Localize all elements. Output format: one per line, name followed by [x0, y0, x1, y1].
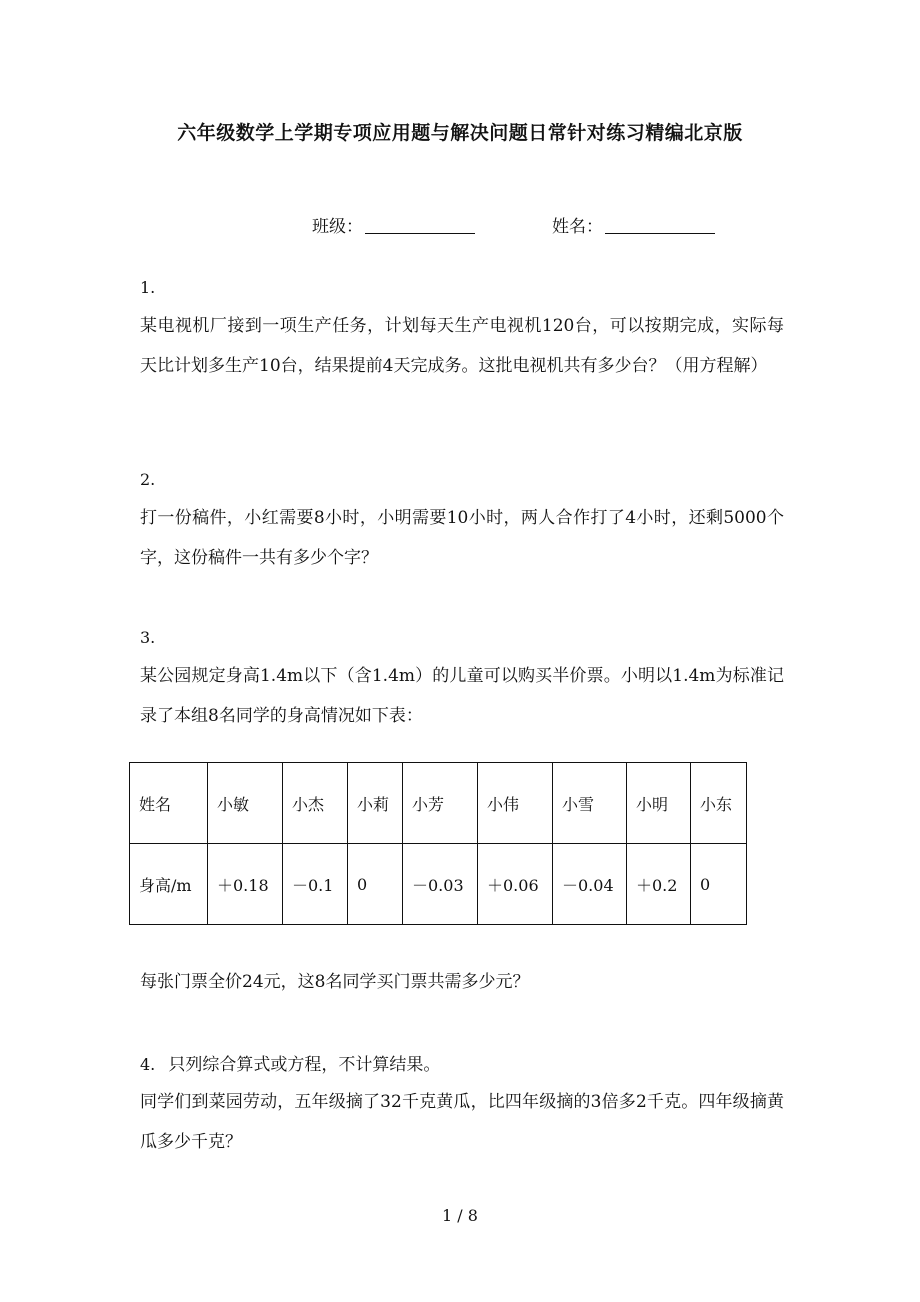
name-field [552, 212, 715, 237]
table-cell: －0.03 [403, 844, 478, 925]
table-cell: 小明 [627, 763, 691, 844]
name-blank[interactable] [605, 215, 715, 234]
class-label: 班级： [312, 217, 363, 237]
table-cell: 0 [348, 844, 403, 925]
q4-header [140, 1050, 440, 1075]
table-cell: 小伟 [478, 763, 553, 844]
table-cell: －0.04 [553, 844, 627, 925]
table-cell: ＋0.18 [208, 844, 283, 925]
q1-text: 某电视机厂接到一项生产任务，计划每天生产电视机120台，可以按期完成，实际每天比计划多生产10台，结果提前4天完成务。这批电视机共有多少台？（用方程解） [140, 316, 784, 376]
table-cell: 小莉 [348, 763, 403, 844]
table-cell: 0 [691, 844, 747, 925]
table-cell: －0.1 [283, 844, 348, 925]
q2-text: 打一份稿件，小红需要8小时，小明需要10小时，两人合作打了4小时，还剩5000个字，这份稿件一共有多少个字？ [140, 508, 784, 568]
table-cell: 小敏 [208, 763, 283, 844]
table-cell: 小雪 [553, 763, 627, 844]
q4-text: 同学们到菜园劳动，五年级摘了32千克黄瓜，比四年级摘的3倍多2千克。四年级摘黄瓜多少千克？ [140, 1092, 784, 1152]
height-table [129, 762, 747, 925]
table-cell: 小东 [691, 763, 747, 844]
page-number: 1 / 8 [442, 1206, 478, 1225]
q2-number: 2. [140, 470, 156, 489]
q3-question: 每张门票全价24元，这8名同学买门票共需多少元？ [140, 972, 530, 992]
name-label: 姓名： [552, 217, 603, 237]
q3-number: 3. [140, 628, 156, 647]
table-cell: ＋0.06 [478, 844, 553, 925]
q3-text: 某公园规定身高1.4m以下（含1.4m）的儿童可以购买半价票。小明以1.4m为标准记录了本组8名同学的身高情况如下表： [140, 666, 784, 726]
class-blank[interactable] [365, 215, 475, 234]
table-row [130, 844, 747, 925]
q1-number: 1. [140, 278, 156, 297]
table-cell: 小杰 [283, 763, 348, 844]
q4-instruction: 只列综合算式或方程，不计算结果。 [168, 1055, 441, 1075]
table-cell: 身高/m [130, 844, 208, 925]
table-header-row [130, 763, 747, 844]
q4-number: 4. [140, 1055, 156, 1074]
class-field [312, 212, 475, 237]
table-cell: 姓名 [130, 763, 208, 844]
table-cell: ＋0.2 [627, 844, 691, 925]
document-title: 六年级数学上学期专项应用题与解决问题日常针对练习精编北京版 [177, 122, 743, 144]
table-cell: 小芳 [403, 763, 478, 844]
